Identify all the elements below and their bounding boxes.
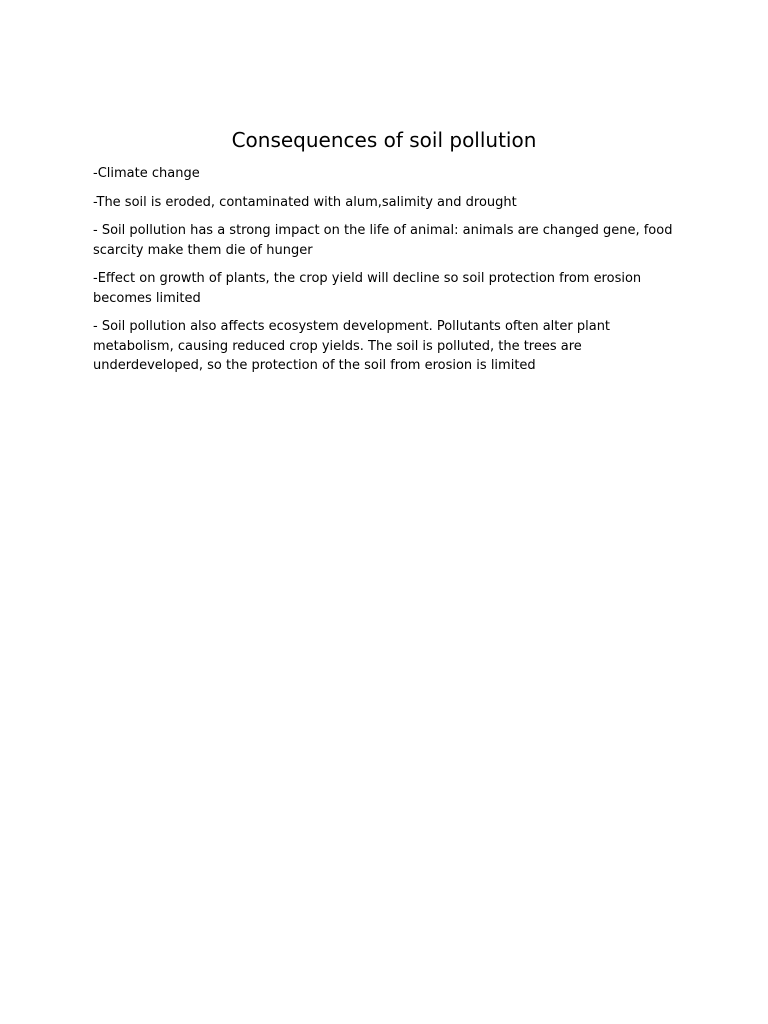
document-title: Consequences of soil pollution <box>231 128 537 152</box>
paragraph-plant-growth: -Effect on growth of plants, the crop yield will decline so soil protection from erosion becomes limited <box>93 271 642 306</box>
paragraph-animal-impact: - Soil pollution has a strong impact on the life of animal: animals are changed gene, food scarcity make them die of hunger <box>93 223 673 258</box>
paragraph-ecosystem-development: - Soil pollution also affects ecosystem development. Pollutants often alter plant metabolism, causing reduced crop yields. The soil is polluted, the trees are underdeveloped, so the protection of the soil from erosion is limited <box>93 319 611 373</box>
paragraph-climate-change: -Climate change <box>93 166 200 181</box>
paragraph-soil-eroded: -The soil is eroded, contaminated with alum,salimity and drought <box>93 194 517 210</box>
document-body <box>93 164 683 385</box>
